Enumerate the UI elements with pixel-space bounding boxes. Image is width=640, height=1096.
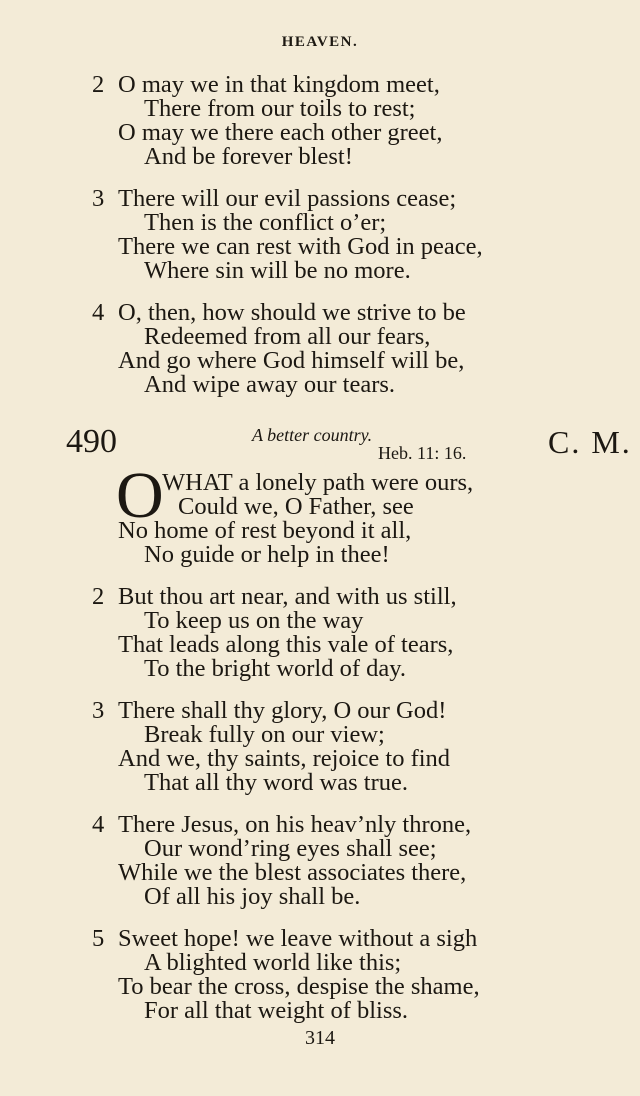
verse-line: Our wond’ring eyes shall see; bbox=[144, 835, 437, 862]
verse-line: To bear the cross, despise the shame, bbox=[118, 973, 480, 1000]
verse-line: And be forever blest! bbox=[144, 143, 353, 170]
verse-line: Redeemed from all our fears, bbox=[144, 323, 431, 350]
verse-line: Then is the conflict o’er; bbox=[144, 209, 387, 236]
verse-line: Could we, O Father, see bbox=[178, 493, 414, 520]
stanza-number: 2 bbox=[92, 583, 105, 610]
verse-line: That all thy word was true. bbox=[144, 769, 408, 796]
verse-line: Break fully on our view; bbox=[144, 721, 385, 748]
stanza-number: 4 bbox=[92, 811, 105, 838]
verse-line: To the bright world of day. bbox=[144, 655, 407, 682]
verse-line: There from our toils to rest; bbox=[144, 95, 416, 122]
stanza-number: 3 bbox=[92, 185, 105, 212]
verse-line: For all that weight of bliss. bbox=[144, 997, 409, 1024]
hymn-number: 490 bbox=[66, 423, 117, 460]
verse-line: O may we in that kingdom meet, bbox=[118, 71, 440, 98]
verse-line: That leads along this vale of tears, bbox=[118, 631, 454, 658]
verse-line: There will our evil passions cease; bbox=[118, 185, 457, 212]
drop-cap: O bbox=[116, 459, 164, 532]
verse-line: A blighted world like this; bbox=[144, 949, 402, 976]
stanza-number: 2 bbox=[92, 71, 105, 98]
verse-line: And wipe away our tears. bbox=[144, 371, 396, 398]
verse-line: O may we there each other greet, bbox=[118, 119, 443, 146]
stanza-number: 5 bbox=[92, 925, 105, 952]
verse-line: Of all his joy shall be. bbox=[144, 883, 361, 910]
verse-line: No home of rest beyond it all, bbox=[118, 517, 412, 544]
verse-line: But thou art near, and with us still, bbox=[118, 583, 457, 610]
verse-line: Where sin will be no more. bbox=[144, 257, 411, 284]
verse-line: O, then, how should we strive to be bbox=[118, 299, 466, 326]
verse-line: Sweet hope! we leave without a sigh bbox=[118, 925, 478, 952]
stanza-number: 3 bbox=[92, 697, 105, 724]
verse-line: There we can rest with God in peace, bbox=[118, 233, 483, 260]
verse-line: There shall thy glory, O our God! bbox=[118, 697, 447, 724]
verse-line: While we the blest associates there, bbox=[118, 859, 467, 886]
verse-line: And we, thy saints, rejoice to find bbox=[118, 745, 451, 772]
page-header: HEAVEN. bbox=[281, 34, 359, 50]
page-number: 314 bbox=[305, 1027, 335, 1049]
stanza-number: 4 bbox=[92, 299, 105, 326]
verse-line: And go where God himself will be, bbox=[118, 347, 465, 374]
hymn-title: A better country. bbox=[252, 425, 373, 445]
hymn-meter: C. M. bbox=[548, 424, 632, 460]
verse-line: There Jesus, on his heav’nly throne, bbox=[118, 811, 472, 838]
verse-line: To keep us on the way bbox=[144, 607, 364, 634]
scripture-reference: Heb. 11: 16. bbox=[378, 443, 467, 463]
verse-line: No guide or help in thee! bbox=[144, 541, 390, 568]
verse-line: WHAT a lonely path were ours, bbox=[162, 469, 474, 496]
